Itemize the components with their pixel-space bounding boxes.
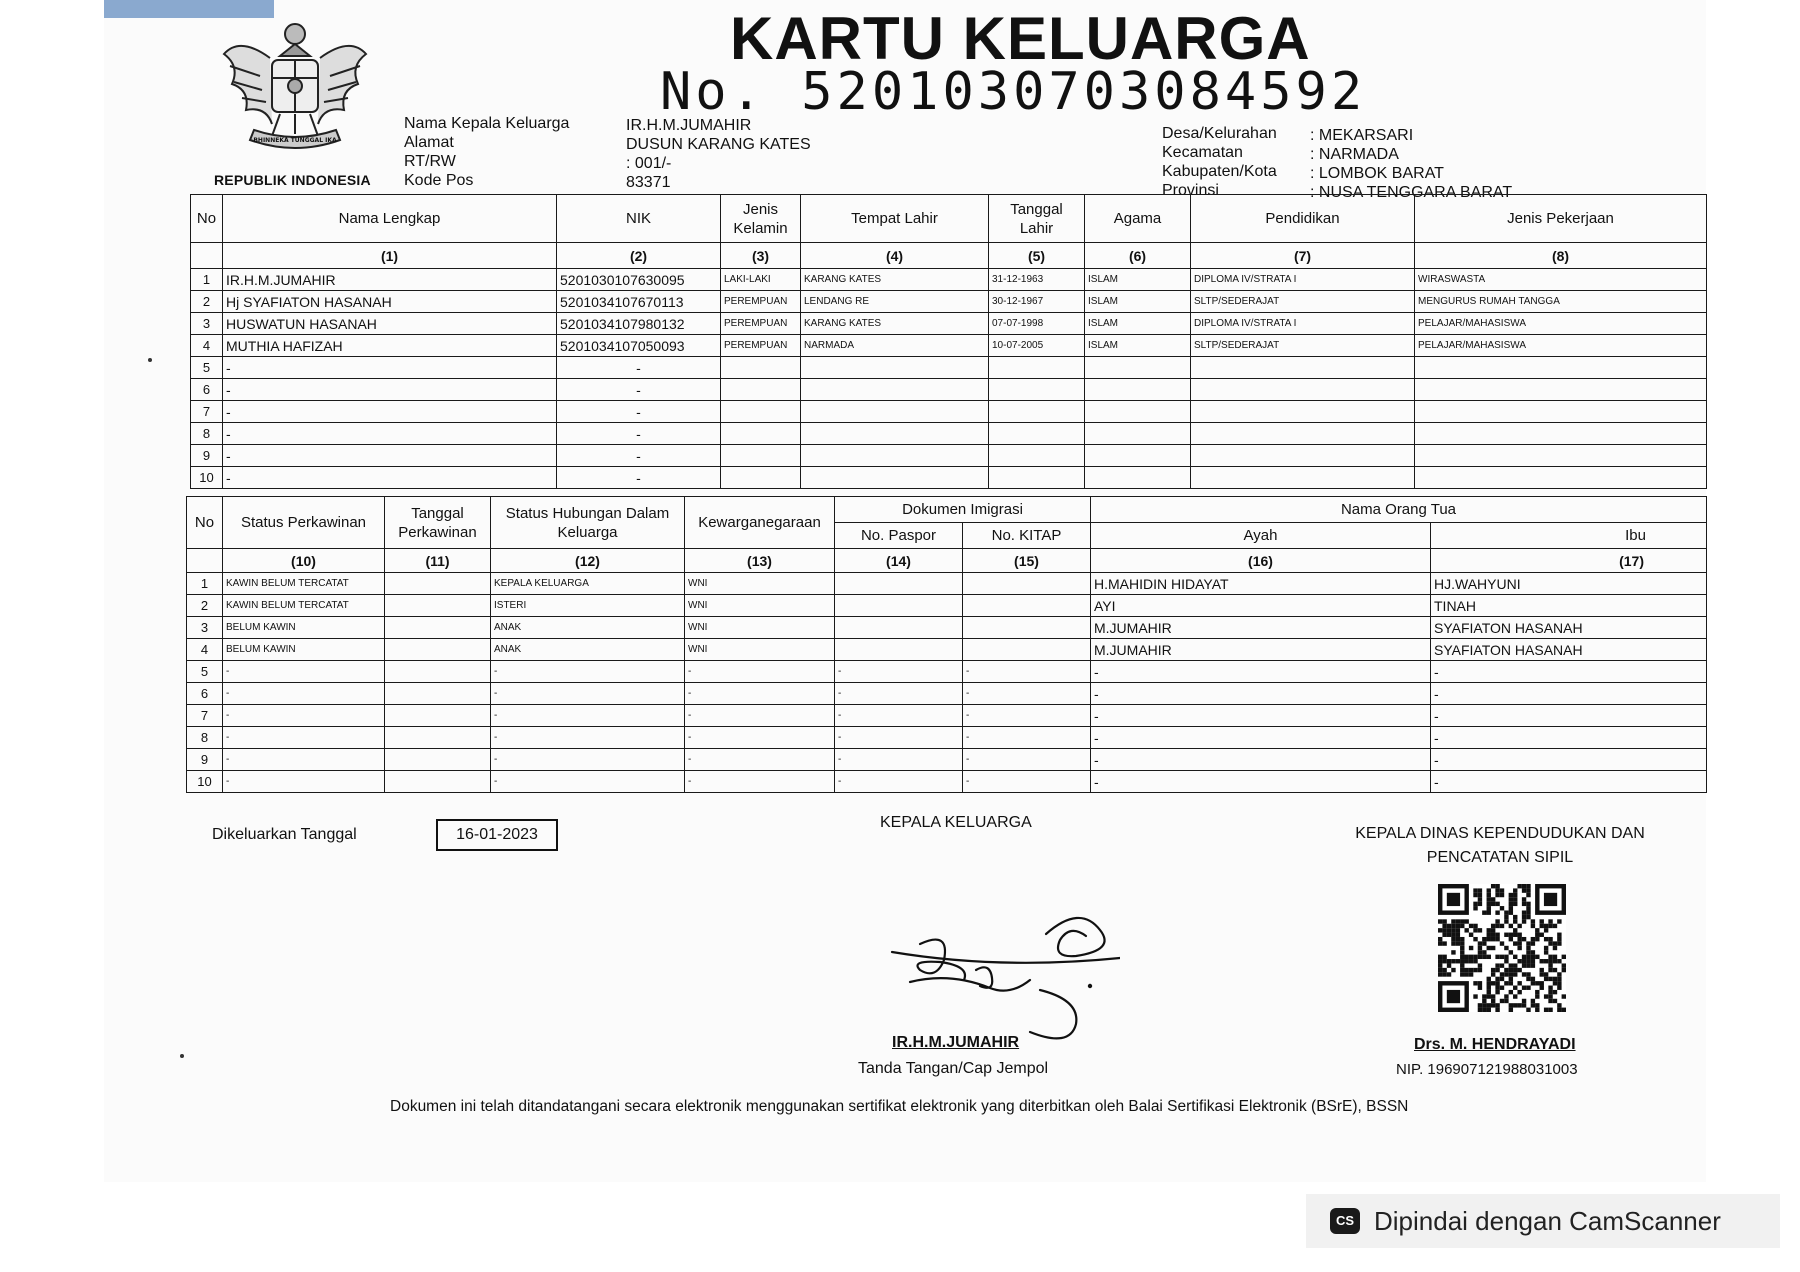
emblem-motto: BHINNEKA TUNGGAL IKA xyxy=(253,137,337,144)
cell-no: 4 xyxy=(187,639,223,661)
cell-warga: - xyxy=(685,727,835,749)
cell-status: - xyxy=(223,683,385,705)
village-value: : MEKARSARI xyxy=(1310,127,1414,144)
col-header-parents: Nama Orang Tua xyxy=(1091,497,1707,523)
col-header-occupation: Jenis Pekerjaan xyxy=(1415,195,1707,243)
cell-kitap: - xyxy=(963,771,1091,793)
cell-hub: ANAK xyxy=(491,639,685,661)
table-row xyxy=(187,705,1707,727)
table-row xyxy=(187,639,1707,661)
cell-pend: DIPLOMA IV/STRATA I xyxy=(1191,269,1415,291)
cell-jk: LAKI-LAKI xyxy=(721,269,801,291)
cell-kerja xyxy=(1415,401,1707,423)
cell-no: 2 xyxy=(191,291,223,313)
col-header-no: No xyxy=(187,497,223,549)
cell-tgl xyxy=(385,617,491,639)
cell-hub: ANAK xyxy=(491,617,685,639)
cell-ayah: - xyxy=(1091,727,1431,749)
cell-kitap: - xyxy=(963,749,1091,771)
cell-pend: SLTP/SEDERAJAT xyxy=(1191,291,1415,313)
cell-agama xyxy=(1085,423,1191,445)
table-row xyxy=(191,401,1707,423)
cell-pend xyxy=(1191,357,1415,379)
header-label: Nama Kepala Keluarga xyxy=(404,115,570,132)
cell-paspor: - xyxy=(835,771,963,793)
scan-speck xyxy=(180,1054,184,1058)
cell-tgl xyxy=(385,595,491,617)
cell-no: 10 xyxy=(187,771,223,793)
cell-agama: ISLAM xyxy=(1085,313,1191,335)
header-label: Desa/Kelurahan xyxy=(1162,125,1277,142)
cell-ayah: - xyxy=(1091,705,1431,727)
header-label: Kecamatan xyxy=(1162,144,1243,161)
cell-hub: ISTERI xyxy=(491,595,685,617)
garuda-emblem-icon xyxy=(210,6,380,174)
cell-jk: PEREMPUAN xyxy=(721,313,801,335)
rtrw-value: : 001/- xyxy=(626,155,672,172)
cell-tgl xyxy=(385,705,491,727)
cell-tgl xyxy=(385,573,491,595)
table-row xyxy=(191,313,1707,335)
cell-status: - xyxy=(223,727,385,749)
cell-tempat xyxy=(801,445,989,467)
cell-ayah: M.JUMAHIR xyxy=(1091,639,1431,661)
cell-agama: ISLAM xyxy=(1085,269,1191,291)
cell-ibu: - xyxy=(1431,727,1707,749)
cell-nama: - xyxy=(223,401,557,423)
cell-no: 4 xyxy=(191,335,223,357)
cell-hub: - xyxy=(491,683,685,705)
cell-tgl xyxy=(989,445,1085,467)
issued-date-value: 16-01-2023 xyxy=(436,819,558,851)
cell-no: 5 xyxy=(187,661,223,683)
cell-nik: 5201034107670113 xyxy=(557,291,721,313)
cell-status: - xyxy=(223,749,385,771)
cell-kerja xyxy=(1415,445,1707,467)
table-row xyxy=(191,467,1707,489)
cell-ibu: - xyxy=(1431,771,1707,793)
cell-tempat: KARANG KATES xyxy=(801,313,989,335)
cell-tgl xyxy=(385,749,491,771)
col-number: (12) xyxy=(491,549,685,573)
col-header-relationship: Status Hubungan Dalam Keluarga xyxy=(491,497,685,549)
cell-pend xyxy=(1191,445,1415,467)
table-row xyxy=(187,617,1707,639)
cell-agama: ISLAM xyxy=(1085,335,1191,357)
cell-tgl xyxy=(989,467,1085,489)
cell-status: - xyxy=(223,705,385,727)
table-row xyxy=(191,335,1707,357)
cell-tgl xyxy=(989,357,1085,379)
header-right-values xyxy=(1310,126,1512,202)
cell-nik: 5201034107980132 xyxy=(557,313,721,335)
cell-status: - xyxy=(223,661,385,683)
cell-ayah: - xyxy=(1091,749,1431,771)
cell-tempat xyxy=(801,467,989,489)
cell-nama: IR.H.M.JUMAHIR xyxy=(223,269,557,291)
cell-hub: - xyxy=(491,771,685,793)
cell-ayah: M.JUMAHIR xyxy=(1091,617,1431,639)
cell-paspor xyxy=(835,573,963,595)
col-header-marital-status: Status Perkawinan xyxy=(223,497,385,549)
cell-ibu: HJ.WAHYUNI xyxy=(1431,573,1707,595)
cell-tgl xyxy=(385,771,491,793)
col-header-immigration-docs: Dokumen Imigrasi xyxy=(835,497,1091,523)
cell-ibu: SYAFIATON HASANAH xyxy=(1431,639,1707,661)
cell-tgl: 07-07-1998 xyxy=(989,313,1085,335)
cell-paspor: - xyxy=(835,727,963,749)
province-value: : NUSA TENGGARA BARAT xyxy=(1310,184,1513,201)
cell-jk xyxy=(721,401,801,423)
cell-hub: - xyxy=(491,749,685,771)
cell-tgl xyxy=(385,683,491,705)
issued-date-label: Dikeluarkan Tanggal xyxy=(212,826,357,843)
cell-status: BELUM KAWIN xyxy=(223,639,385,661)
header-label: RT/RW xyxy=(404,153,456,170)
cell-paspor xyxy=(835,639,963,661)
cell-tempat xyxy=(801,379,989,401)
cell-ibu: - xyxy=(1431,683,1707,705)
cell-no: 3 xyxy=(187,617,223,639)
col-header-passport: No. Paspor xyxy=(835,523,963,549)
cell-kerja: MENGURUS RUMAH TANGGA xyxy=(1415,291,1707,313)
cell-ayah: - xyxy=(1091,683,1431,705)
cell-pend: DIPLOMA IV/STRATA I xyxy=(1191,313,1415,335)
cell-warga: - xyxy=(685,771,835,793)
cell-paspor xyxy=(835,595,963,617)
document-number: No. 5201030703084592 xyxy=(660,62,1367,122)
table-row xyxy=(191,357,1707,379)
cell-nama: - xyxy=(223,467,557,489)
table-row xyxy=(191,379,1707,401)
document-title: KARTU KELUARGA xyxy=(730,5,1311,72)
camscanner-watermark xyxy=(1306,1194,1780,1248)
cell-paspor: - xyxy=(835,749,963,771)
cell-nik: 5201034107050093 xyxy=(557,335,721,357)
cell-no: 7 xyxy=(191,401,223,423)
cell-tgl xyxy=(989,401,1085,423)
cell-warga: WNI xyxy=(685,617,835,639)
col-number: (6) xyxy=(1085,243,1191,269)
cell-hub: - xyxy=(491,727,685,749)
cell-jk xyxy=(721,445,801,467)
header-right-labels xyxy=(1162,124,1277,200)
cell-status: KAWIN BELUM TERCATAT xyxy=(223,573,385,595)
header-left-values xyxy=(626,116,811,192)
cell-paspor xyxy=(835,617,963,639)
head-of-family-value: IR.H.M.JUMAHIR xyxy=(626,117,752,134)
cell-kitap xyxy=(963,617,1091,639)
country-label: REPUBLIK INDONESIA xyxy=(214,172,371,188)
cell-no: 9 xyxy=(191,445,223,467)
cell-nama: - xyxy=(223,423,557,445)
cell-tgl xyxy=(989,423,1085,445)
cell-nik: - xyxy=(557,379,721,401)
cell-agama xyxy=(1085,445,1191,467)
col-header-mother: Ibu xyxy=(1431,523,1707,549)
official-name: Drs. M. HENDRAYADI xyxy=(1414,1036,1576,1053)
cell-kitap: - xyxy=(963,661,1091,683)
cell-no: 6 xyxy=(191,379,223,401)
col-header-kitap: No. KITAP xyxy=(963,523,1091,549)
cell-tgl: 31-12-1963 xyxy=(989,269,1085,291)
cell-tempat: LENDANG RE xyxy=(801,291,989,313)
cell-tgl xyxy=(385,639,491,661)
table-row xyxy=(187,573,1707,595)
table-row xyxy=(191,423,1707,445)
cell-jk: PEREMPUAN xyxy=(721,291,801,313)
cell-ibu: - xyxy=(1431,661,1707,683)
col-number: (3) xyxy=(721,243,801,269)
cell-warga: - xyxy=(685,683,835,705)
table-row xyxy=(191,291,1707,313)
cell-kerja xyxy=(1415,379,1707,401)
cell-kerja: PELAJAR/MAHASISWA xyxy=(1415,335,1707,357)
cell-tempat xyxy=(801,357,989,379)
col-number xyxy=(191,243,223,269)
cell-agama xyxy=(1085,401,1191,423)
col-number: (13) xyxy=(685,549,835,573)
col-header-gender: Jenis Kelamin xyxy=(721,195,801,243)
cell-tgl xyxy=(385,661,491,683)
table-row xyxy=(191,269,1707,291)
signer-caption: Tanda Tangan/Cap Jempol xyxy=(858,1060,1049,1077)
cell-jk xyxy=(721,467,801,489)
cell-warga: - xyxy=(685,749,835,771)
cell-warga: WNI xyxy=(685,595,835,617)
col-header-nik: NIK xyxy=(557,195,721,243)
cell-tgl: 30-12-1967 xyxy=(989,291,1085,313)
cell-ayah: H.MAHIDIN HIDAYAT xyxy=(1091,573,1431,595)
cell-nama: Hj SYAFIATON HASANAH xyxy=(223,291,557,313)
cell-nama: MUTHIA HAFIZAH xyxy=(223,335,557,357)
cell-kitap xyxy=(963,639,1091,661)
col-header-marriage-date: Tanggal Perkawinan xyxy=(385,497,491,549)
address-value: DUSUN KARANG KATES xyxy=(626,136,811,153)
cell-tempat: NARMADA xyxy=(801,335,989,357)
cell-agama xyxy=(1085,379,1191,401)
header-label: Kode Pos xyxy=(404,172,474,189)
col-header-citizenship: Kewarganegaraan xyxy=(685,497,835,549)
col-number xyxy=(187,549,223,573)
civil-registry-head-label: KEPALA DINAS KEPENDUDUKAN DAN PENCATATAN SIPIL xyxy=(1355,825,1645,866)
col-header-birthplace: Tempat Lahir xyxy=(801,195,989,243)
cell-no: 7 xyxy=(187,705,223,727)
cell-jk xyxy=(721,357,801,379)
cell-warga: WNI xyxy=(685,573,835,595)
cell-nik: 5201030107630095 xyxy=(557,269,721,291)
col-number: (1) xyxy=(223,243,557,269)
cell-ayah: AYI xyxy=(1091,595,1431,617)
cell-nama: - xyxy=(223,445,557,467)
cell-jk: PEREMPUAN xyxy=(721,335,801,357)
scan-speck xyxy=(148,358,152,362)
cell-no: 8 xyxy=(191,423,223,445)
col-header-education: Pendidikan xyxy=(1191,195,1415,243)
cell-nama: - xyxy=(223,357,557,379)
cell-paspor: - xyxy=(835,705,963,727)
cell-status: - xyxy=(223,771,385,793)
cell-jk xyxy=(721,423,801,445)
cell-ayah: - xyxy=(1091,661,1431,683)
cell-ayah: - xyxy=(1091,771,1431,793)
header-label: Kabupaten/Kota xyxy=(1162,163,1277,180)
cell-ibu: SYAFIATON HASANAH xyxy=(1431,617,1707,639)
cell-hub: - xyxy=(491,661,685,683)
col-number: (11) xyxy=(385,549,491,573)
family-status-table xyxy=(186,496,1707,793)
cell-tgl xyxy=(385,727,491,749)
cell-kitap: - xyxy=(963,683,1091,705)
table-row xyxy=(191,445,1707,467)
head-of-family-label: KEPALA KELUARGA xyxy=(880,814,1032,831)
col-number: (15) xyxy=(963,549,1091,573)
signer-name: IR.H.M.JUMAHIR xyxy=(892,1034,1020,1051)
cell-tempat xyxy=(801,401,989,423)
cell-warga: - xyxy=(685,705,835,727)
postcode-value: 83371 xyxy=(626,174,671,191)
cell-no: 10 xyxy=(191,467,223,489)
cell-agama xyxy=(1085,467,1191,489)
cell-status: BELUM KAWIN xyxy=(223,617,385,639)
col-number: (5) xyxy=(989,243,1085,269)
cell-nik: - xyxy=(557,423,721,445)
cell-ibu: - xyxy=(1431,705,1707,727)
cell-paspor: - xyxy=(835,661,963,683)
family-members-table xyxy=(190,194,1707,489)
table-row xyxy=(187,683,1707,705)
cell-tgl: 10-07-2005 xyxy=(989,335,1085,357)
col-number: (17) xyxy=(1431,549,1707,573)
cell-nama: HUSWATUN HASANAH xyxy=(223,313,557,335)
cell-pend xyxy=(1191,401,1415,423)
camscanner-text: Dipindai dengan CamScanner xyxy=(1374,1205,1721,1236)
col-header-birthdate: Tanggal Lahir xyxy=(989,195,1085,243)
cell-nik: - xyxy=(557,401,721,423)
col-number: (2) xyxy=(557,243,721,269)
cell-no: 1 xyxy=(187,573,223,595)
cell-no: 9 xyxy=(187,749,223,771)
cell-no: 6 xyxy=(187,683,223,705)
cell-agama xyxy=(1085,357,1191,379)
cell-nik: - xyxy=(557,467,721,489)
cell-agama: ISLAM xyxy=(1085,291,1191,313)
col-header-name: Nama Lengkap xyxy=(223,195,557,243)
camscanner-logo-icon: CS xyxy=(1330,1208,1360,1234)
cell-ibu: - xyxy=(1431,749,1707,771)
cell-nama: - xyxy=(223,379,557,401)
cell-warga: WNI xyxy=(685,639,835,661)
cell-no: 5 xyxy=(191,357,223,379)
cell-warga: - xyxy=(685,661,835,683)
table-row xyxy=(187,727,1707,749)
official-nip: NIP. 196907121988031003 xyxy=(1396,1061,1578,1078)
cell-pend: SLTP/SEDERAJAT xyxy=(1191,335,1415,357)
col-header-religion: Agama xyxy=(1085,195,1191,243)
col-number: (16) xyxy=(1091,549,1431,573)
cell-kerja xyxy=(1415,423,1707,445)
table-row xyxy=(187,771,1707,793)
cell-ibu: TINAH xyxy=(1431,595,1707,617)
col-number: (8) xyxy=(1415,243,1707,269)
qr-code-icon xyxy=(1438,884,1566,1012)
cell-hub: - xyxy=(491,705,685,727)
cell-pend xyxy=(1191,379,1415,401)
header-left-labels xyxy=(404,114,569,190)
table-row xyxy=(187,595,1707,617)
cell-pend xyxy=(1191,467,1415,489)
cell-kerja xyxy=(1415,467,1707,489)
cell-nik: - xyxy=(557,357,721,379)
cell-kitap xyxy=(963,573,1091,595)
col-number: (4) xyxy=(801,243,989,269)
col-number: (7) xyxy=(1191,243,1415,269)
cell-kitap: - xyxy=(963,727,1091,749)
cell-paspor: - xyxy=(835,683,963,705)
district-value: : NARMADA xyxy=(1310,146,1399,163)
cell-kerja xyxy=(1415,357,1707,379)
cell-no: 3 xyxy=(191,313,223,335)
cell-kitap xyxy=(963,595,1091,617)
table-row xyxy=(187,661,1707,683)
cell-kerja: WIRASWASTA xyxy=(1415,269,1707,291)
table-row xyxy=(187,749,1707,771)
cell-tempat xyxy=(801,423,989,445)
cell-hub: KEPALA KELUARGA xyxy=(491,573,685,595)
cell-kerja: PELAJAR/MAHASISWA xyxy=(1415,313,1707,335)
cell-status: KAWIN BELUM TERCATAT xyxy=(223,595,385,617)
cell-no: 8 xyxy=(187,727,223,749)
header-label: Alamat xyxy=(404,134,454,151)
cell-no: 1 xyxy=(191,269,223,291)
cell-nik: - xyxy=(557,445,721,467)
electronic-signature-note: Dokumen ini telah ditandatangani secara elektronik menggunakan sertifikat elektronik yang diterbitkan oleh Balai Sertifikasi Elektronik (BSrE), BSSN xyxy=(390,1098,1409,1115)
col-header-no: No xyxy=(191,195,223,243)
col-header-father: Ayah xyxy=(1091,523,1431,549)
col-number: (10) xyxy=(223,549,385,573)
cell-tempat: KARANG KATES xyxy=(801,269,989,291)
header-label: Provinsi xyxy=(1162,182,1219,199)
regency-value: : LOMBOK BARAT xyxy=(1310,165,1444,182)
handwritten-signature xyxy=(880,900,1120,1050)
col-number: (14) xyxy=(835,549,963,573)
cell-tgl xyxy=(989,379,1085,401)
cell-kitap: - xyxy=(963,705,1091,727)
cell-pend xyxy=(1191,423,1415,445)
cell-jk xyxy=(721,379,801,401)
cell-no: 2 xyxy=(187,595,223,617)
